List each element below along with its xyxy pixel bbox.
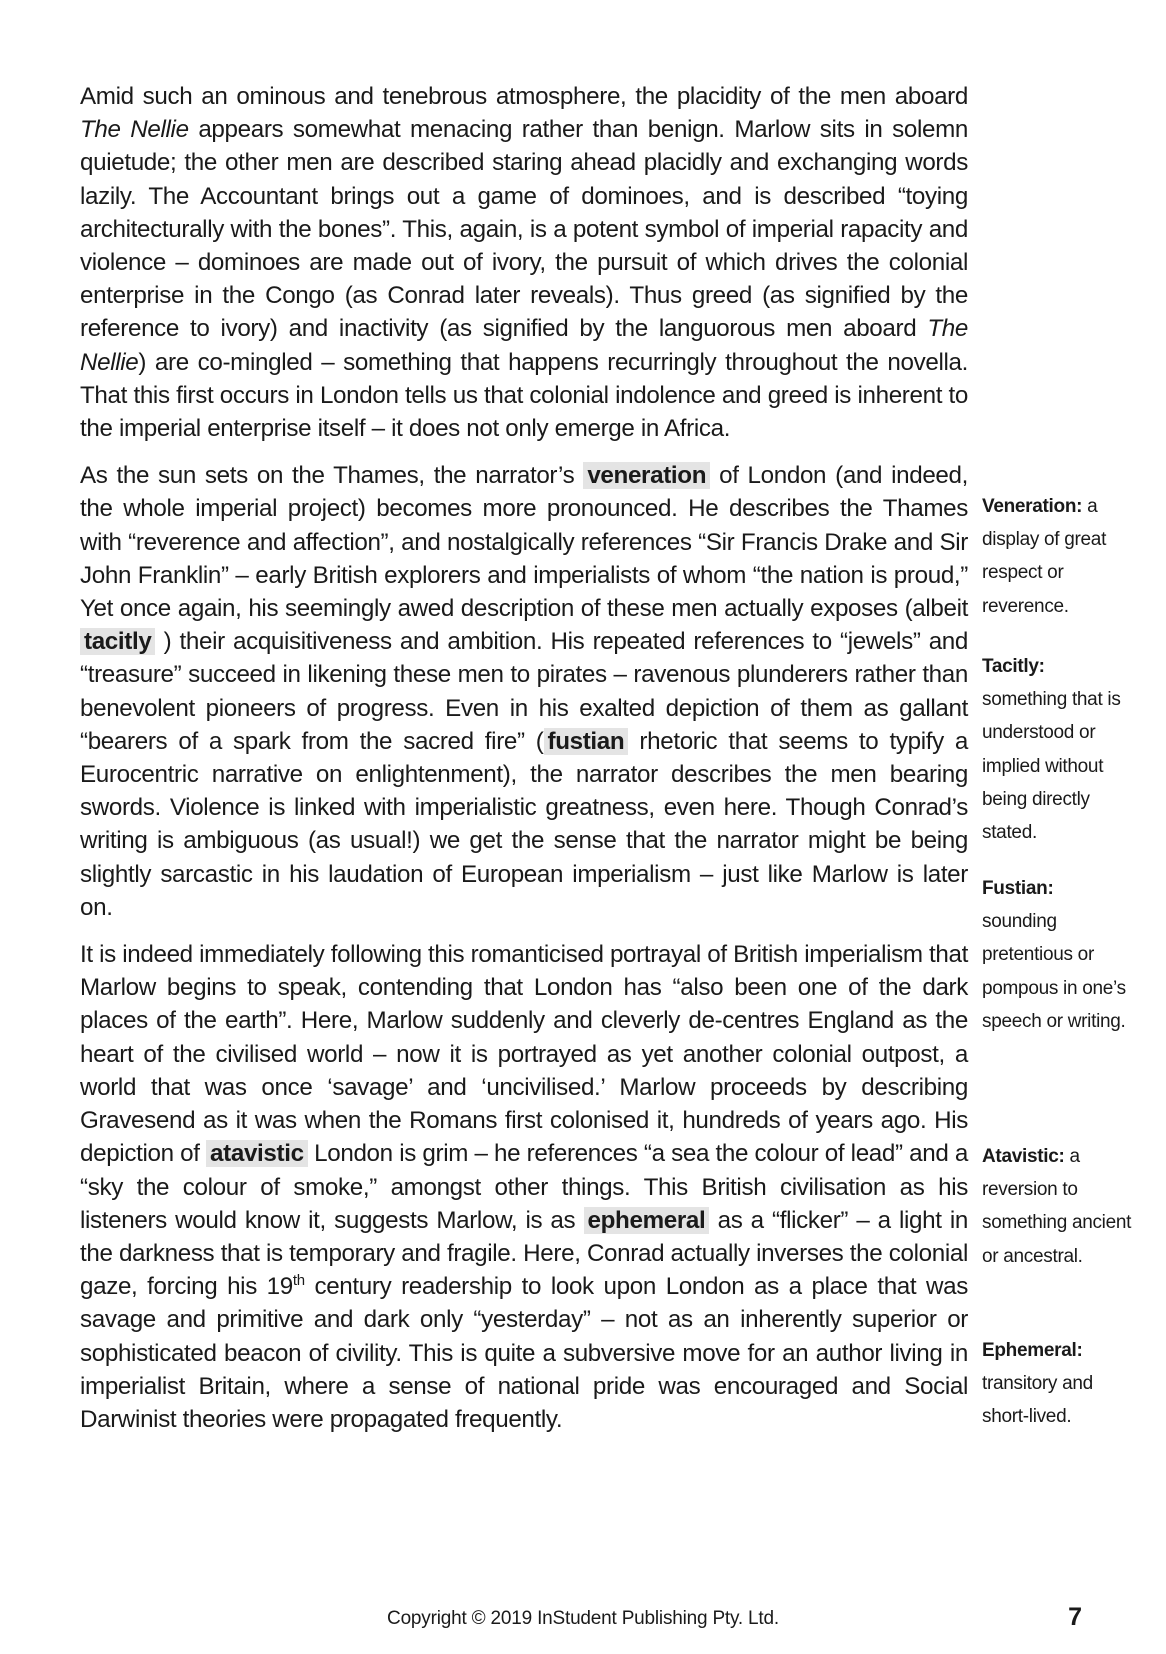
paragraph-text: appears somewhat menacing rather than benign. Marlow sits in solemn quietude; the other men are described staring ahead placidly and exchanging words lazily. The Accountant brings out a game of dominoes, and is described “toying architecturally with the bones”. This, again, is a potent symbol of imperial rapacity and violence – dominoes are made out of ivory, the pursuit of which drives the colonial enterprise in the Congo (as Conrad later reveals). Thus greed (as signified by the reference to ivory) and inactivity (as signified by the languorous men aboard [80,116,968,343]
paragraph-1 [80,80,968,445]
glossary-entry-fustian [982,872,1132,1038]
paragraph-text: ) are co-mingled – something that happens recurringly throughout the novella. That this first occurs in London tells us that colonial indolence and greed is inherent to the imperial enterprise itself – it does not only emerge in Africa. [80,348,968,443]
glossary-term: Ephemeral: [982,1340,1083,1361]
glossary-term: Fustian: [982,878,1054,899]
body-text [80,80,968,1450]
paragraph-2 [80,459,968,924]
highlighted-term-tacitly: tacitly [80,628,155,655]
paragraph-3 [80,938,968,1436]
glossary-term: Tacitly: [982,656,1045,677]
glossary-term: Atavistic: [982,1146,1065,1167]
glossary-term: Veneration: [982,496,1083,517]
glossary-definition: transitory and short-lived. [982,1373,1093,1428]
page-number: 7 [1068,1603,1082,1631]
paragraph-text: of London (and indeed, the whole imperial project) becomes more pronounced. He describes the Thames with “reverence and affection”, and nostalgically references “Sir Francis Drake and Sir John Franklin” – early British explorers and imperialists of whom “the nation is proud,” Yet once again, his seemingly awed description of these men actually exposes (albeit [80,462,968,623]
book-title: The Nellie [80,116,189,144]
book-title: The Nellie [80,315,968,376]
glossary-entry-tacitly [982,650,1132,849]
paragraph-text: It is indeed immediately following this romanticised portrayal of British imperialism that Marlow begins to speak, contending that London has “also been one of the dark places of the earth”. Here, Marlow suddenly and cleverly de-centres England as the heart of the civilised world – now it is portrayed as yet another colonial outpost, a world that was once ‘savage’ and ‘uncivilised.’ Marlow proceeds by describing Gravesend as it was when the Romans first colonised it, hundreds of years ago. His depiction of [80,941,968,1168]
paragraph-text: rhetoric that seems to typify a Eurocentric narrative on enlightenment), the narrator describes the men bearing swords. Violence is linked with imperialistic greatness, even here. Though Conrad’s writing is ambiguous (as usual!) we get the sense that the narrator might be being slightly sarcastic in his laudation of European imperialism – just like Marlow is later on. [80,727,969,921]
highlighted-term-veneration: veneration [583,462,710,489]
glossary-entry-atavistic [982,1140,1132,1273]
glossary-definition: something that is understood or implied without being directly stated. [982,689,1121,844]
highlighted-term-ephemeral: ephemeral [584,1207,710,1234]
highlighted-term-atavistic: atavistic [206,1140,308,1167]
copyright-notice: Copyright © 2019 InStudent Publishing Pty. Ltd. [387,1608,779,1629]
paragraph-text: ) their acquisitiveness and ambition. His repeated references to “jewels” and “treasure” succeed in likening these men to pirates – ravenous plunderers rather than benevolent pioneers of progress. Even in his exalted depiction of them as gallant “bearers of a spark from the sacred fire” ( [80,628,968,755]
glossary-definition: a display of great respect or reverence. [982,496,1107,617]
paragraph-text: as a “flicker” – a light in the darkness that is temporary and fragile. Here, Conrad actually inverses the colonial gaze, forcing his 19 [80,1206,968,1301]
paragraph-text: As the sun sets on the Thames, the narrator’s [80,462,584,490]
glossary-definition: sounding pretentious or pompous in one’s speech or writing. [982,911,1126,1032]
paragraph-text: century readership to look upon London as a place that was savage and primitive and dark only “yesterday” – not as an inherently superior or sophisticated beacon of civility. This is quite a subversive move for an author living in imperialist Britain, where a sense of national pride was encouraged and Social Darwinist theories were propagated frequently. [80,1273,968,1433]
superscript: th [292,1272,305,1290]
glossary-entry-ephemeral [982,1334,1132,1434]
highlighted-term-fustian: fustian [544,728,629,755]
glossary-definition: a reversion to something ancient or ancestral. [982,1146,1132,1267]
glossary-entry-veneration [982,490,1132,623]
paragraph-text: Amid such an ominous and tenebrous atmosphere, the placidity of the men aboard [80,83,968,110]
paragraph-text: London is grim – he references “a sea the colour of lead” and a “sky the colour of smoke,” amongst other things. This British civilisation as his listeners would know it, suggests Marlow, is as [80,1140,968,1234]
